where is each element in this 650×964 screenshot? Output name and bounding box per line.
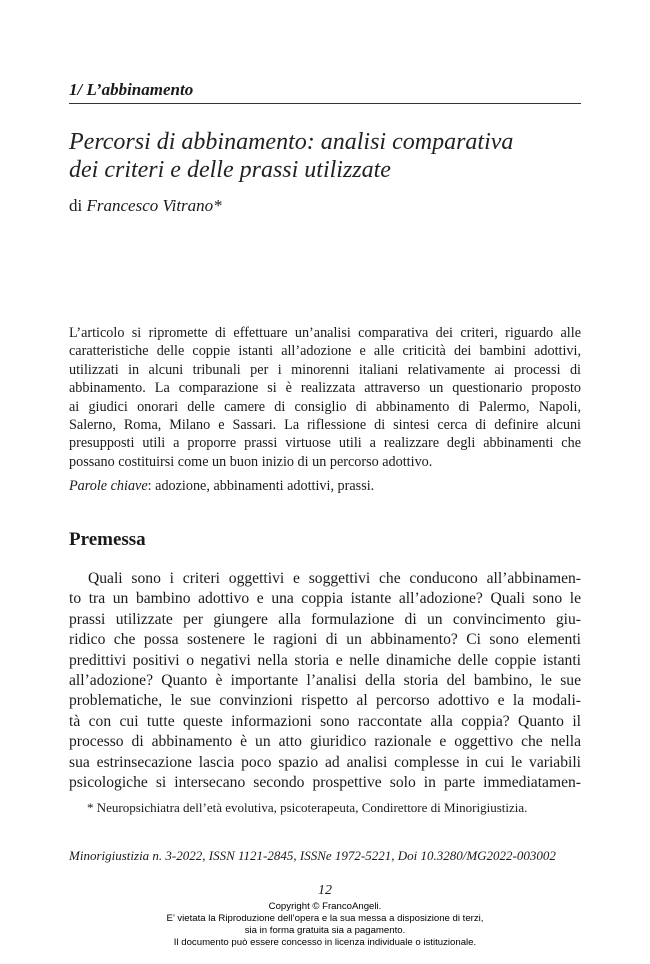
abstract-line: Salerno, Roma, Milano e Sassari. La riflessione di sintesi cerca di definire alcuni <box>69 417 581 434</box>
abstract-line: utilizzati in alcuni tribunali per i minorenni italiani relativamente ai processi di <box>69 361 581 378</box>
abstract-line: ai giudici onorari delle camere di consiglio di abbinamento di Palermo, Napoli, <box>69 398 581 415</box>
body-line: ridico che possa sostenere le ragioni di un abbinamento? Ci sono elementi <box>69 631 581 649</box>
article-title <box>69 128 589 184</box>
keywords-label: Parole chiave <box>69 478 148 494</box>
section-header: 1/ L’abbinamento <box>69 80 581 104</box>
abstract-line: caratteristiche delle coppie istanti all’adozione e alle criticità dei bambini adottivi, <box>69 343 581 360</box>
title-line: dei criteri e delle prassi utilizzate <box>69 157 391 183</box>
keywords-text: : adozione, abbinamenti adottivi, prassi. <box>147 478 375 494</box>
journal-citation: Minorigiustizia n. 3-2022, ISSN 1121-2845, ISSNe 1972-5221, Doi 10.3280/MG2022-003002 <box>69 848 556 863</box>
body-line: sua estrinsecazione lascia poco spazio ad analisi complesse in cui le variabili <box>69 753 581 771</box>
author-name: Francesco Vitrano* <box>86 196 222 215</box>
body-line: predittivi positivi o negativi nella storia e nelle dinamiche delle coppie istanti <box>69 651 581 669</box>
keywords <box>69 478 374 495</box>
copyright-line: Copyright © FrancoAngeli. <box>268 901 382 912</box>
section-heading: Premessa <box>69 529 146 550</box>
body-line: processo di abbinamento è un atto giuridico razionale e oggettivo che nella <box>69 733 581 751</box>
byline <box>69 196 222 216</box>
copyright-line: sia in forma gratuita sia a pagamento. <box>244 925 406 936</box>
body-line: to tra un bambino adottivo e una coppia istante all’adozione? Quali sono le <box>69 590 581 608</box>
abstract-line: possano costituirsi come un buon inizio di un percorso adottivo. <box>69 453 433 470</box>
body-line: all’adozione? Quanto è importante l’analisi della storia del bambino, le sue <box>69 672 581 690</box>
abstract-line: abbinamento. La comparazione si è realizzata attraverso un questionario proposto <box>69 380 581 397</box>
byline-prefix: di <box>69 196 83 215</box>
body-line: prassi utilizzate per giungere alla formulazione di un convincimento giu- <box>69 610 581 628</box>
body-paragraph <box>69 569 581 793</box>
body-line: Quali sono i criteri oggettivi e soggettivi che conducono all’abbinamen- <box>88 570 581 587</box>
copyright-line: E’ vietata la Riproduzione dell’opera e la sua messa a disposizione di terzi, <box>166 913 484 924</box>
body-line: psicologiche si intersecano secondo prospettive solo in parte immediatamen- <box>69 774 581 792</box>
copyright-line: Il documento può essere concesso in licenza individuale o istituzionale. <box>173 937 477 948</box>
abstract-line: L’articolo si ripromette di effettuare un’analisi comparativa dei criteri, riguardo alle <box>69 325 581 341</box>
page-number: 12 <box>318 883 332 898</box>
copyright-notice <box>0 901 650 949</box>
body-line: problematiche, le sue convinzioni rispetto al percorso adottivo e la modali- <box>69 692 581 710</box>
body-line: tà con cui tutte queste informazioni sono raccontate alla coppia? Quanto il <box>69 712 581 730</box>
abstract-line: presupposti utili a proporre prassi virtuose utili a realizzare degli abbinamenti che <box>69 435 581 452</box>
title-line: Percorsi di abbinamento: analisi comparativa <box>69 129 514 155</box>
abstract <box>69 324 581 471</box>
footnote: * Neuropsichiatra dell’età evolutiva, psicoterapeuta, Condirettore di Minorigiustizia. <box>87 800 528 815</box>
